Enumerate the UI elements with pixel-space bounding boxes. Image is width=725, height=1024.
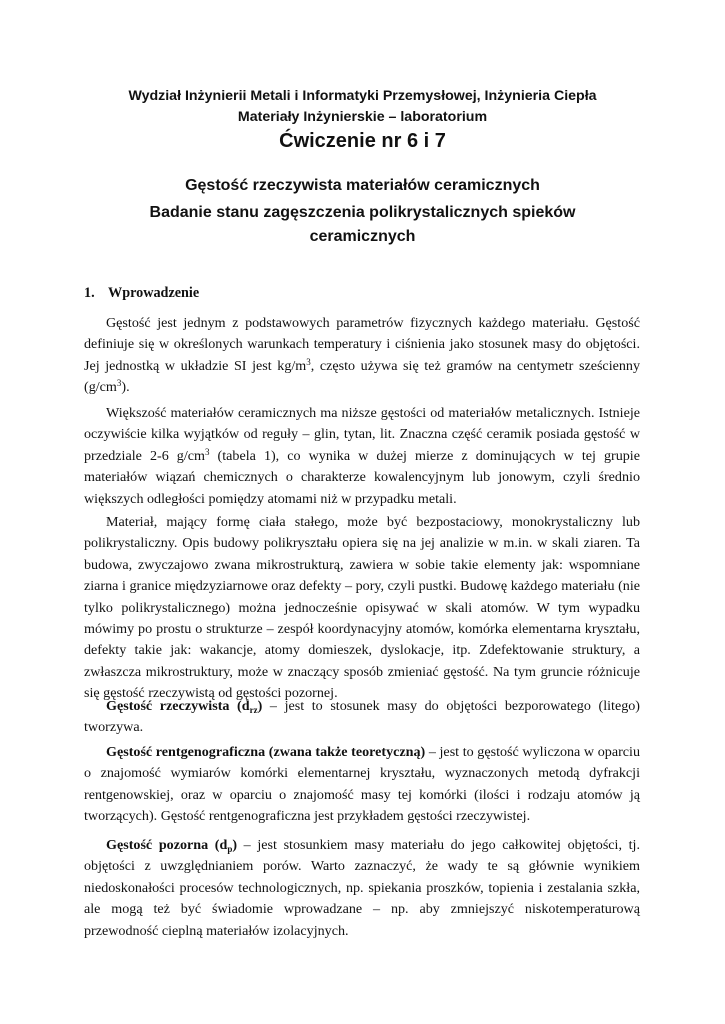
course-heading: Materiały Inżynierskie – laboratorium xyxy=(237,109,488,125)
term-xray-density: Gęstość rentgenograficzna xyxy=(106,744,266,760)
department-heading: Wydział Inżynierii Metali i Informatyki Przemysłowej, Inżynieria Ciepła xyxy=(128,88,597,104)
paragraph-apparent-density: Gęstość pozorna $(d_p)$ – jest stosunkiem masy materiału do jego całkowitej objętości, tj. objętości z uwzględnianiem porów. Warto zaznaczyć, że wady te są głównie wynikiem niedoskonałości procesów technologicznych, np. spiekania proszków, topienia i zestalania szkła, ale mogą też być świadomie wprowadzane – np. aby zmniejszyć niskotemperaturową przewodność cieplną materiałów izolacyjnych. xyxy=(84,837,640,939)
paragraph-true-density: Gęstość rzeczywista $(d_{rz})$ – jest to stosunek masy do objętości bezporowatego (litego) tworzywa. xyxy=(84,698,640,736)
section-title: Wprowadzenie xyxy=(108,285,200,301)
topic-title-line-2: Badanie stanu zagęszczenia polikrystalicznych spieków xyxy=(149,204,576,221)
topic-title-line-3: ceramicznych xyxy=(309,228,416,245)
section-number: 1. xyxy=(84,285,95,301)
term-apparent-density: Gęstość pozorna xyxy=(106,837,209,853)
exercise-title: Ćwiczenie nr 6 i 7 xyxy=(279,130,446,152)
topic-title-line-1: Gęstość rzeczywista materiałów ceramicznych xyxy=(185,177,540,194)
paragraph-ceramic-density: Większość materiałów ceramicznych ma niższe gęstości od materiałów metalicznych. Istnieje oczywiście kilka wyjątków od reguły – glin, tytan, lit. Znaczna część ceramik posiada gęstość w przedziale 2-6 $g/cm^3$ (tabela 1), co wynika w dużej mierze z dominujących w tej grupie materiałów wiązań chemicznych o charakterze kowalencyjnym lub jonowym, czyli średnio większych odległości pomiędzy atomami niż w przypadku metali. xyxy=(84,405,640,507)
paragraph-microstructure: Materiał, mający formę ciała stałego, może być bezpostaciowy, monokrystaliczny lub polikrystaliczny. Opis budowy polikryształu opiera się na jej analizie w m.in. w skali ziaren. Ta budowa, zwyczajowo zwana mikrostrukturą, zawiera w sobie takie elementy jak: wspomniane ziarna i granice międzyziarnowe oraz defekty – pory, czyli pustki. Budowę każdego materiału (nie tylko polikrystalicznego) można jednocześnie opisywać w skali atomów. W tym wypadku mówimy po prostu o strukturze – zespół koordynacyjny atomów, komórka elementarna kryształu, defekty takie jak: wakancje, atomy domieszek, dyslokacje, itp. Zdefektowanie struktury, a zwłaszcza mikrostruktury, może w znaczący sposób zmieniać gęstość. Na tym gruncie różnicuje się gęstość rzeczywistą od gęstości pozornej. xyxy=(84,514,640,702)
term-true-density: Gęstość rzeczywista xyxy=(106,698,230,714)
paragraph-xray-density: Gęstość rentgenograficzna (zwana także teoretyczną) – jest to gęstość wyliczona w oparciu o znajomość wymiarów komórki elementarnej kryształu, wyznaczonych metodą dyfrakcji rentgenowskiej, oraz w oparciu o znajomość masy tej komórki (ilości i rodzaju atomów ją tworzących). Gęstość rentgenograficzna jest przykładem gęstości rzeczywistej. xyxy=(84,744,640,825)
section-heading xyxy=(84,282,199,304)
paragraph-density-definition: Gęstość jest jednym z podstawowych parametrów fizycznych każdego materiału. Gęstość definiuje się w określonych warunkach temperatury i ciśnienia jako stosunek masy do objętości. Jej jednostką w układzie SI jest $kg/m^3$, często używa się też gramów na centymetr sześcienny $(g/cm^3)$. xyxy=(84,315,641,396)
